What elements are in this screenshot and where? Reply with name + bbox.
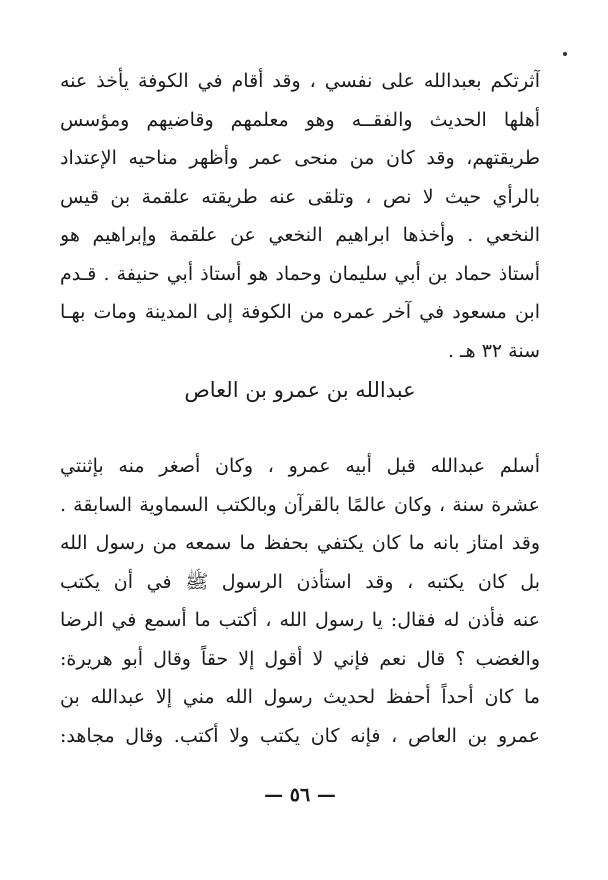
text-line: طريقتهم، وقد كان من منحى عمر وأظهر مناحيه الإعتداد [60,147,540,169]
text-line: ابن مسعود في آخر عمره من الكوفة إلى المدينة ومات بهـا [60,301,540,323]
text-line: بالرأي حيث لا نص ، وتلقى عنه طريقته علقمة بن قيس [60,185,540,208]
text-line: عشرة سنة ، وكان عالمًا بالقرآن وبالكتب السماوية السابقة . [60,493,540,516]
text-line: أهلها الحديث والفقــه وهو معلمهم وقاضيهم ومؤسس [60,108,540,131]
text-line: أستاذ حماد بن أبي سليمان وحماد هو أستاذ أبي حنيفة . قـدم [60,262,540,285]
text-line: النخعي . وأخذها ابراهيم النخعي عن علقمة وإبراهيم هو [60,224,540,246]
section-heading: عبدالله بن عمرو بن العاص [184,378,416,402]
text-line: آثرتكم بعبدالله على نفسي ، وقد أقام في الكوفة يأخذ عنه [60,70,540,92]
paragraph-abdullah-bin-amr [60,447,540,755]
text-line: سنة ٣٢ هـ . [447,339,540,362]
corner-dot [563,52,567,56]
text-line: عمرو بن العاص ، فإنه كان يكتب ولا أكتب. وقال مجاهد: [60,724,540,747]
text-line: أسلم عبدالله قبل أبيه عمرو ، وكان أصغر منه بإثنتي [60,455,540,477]
text-line: بل كان يكتبه ، وقد استأذن الرسول ﷺ في أن يكتب [60,570,540,593]
text-line: والغضب ؟ قال نعم فإني لا أقول إلا حقاً وقال أبو هريرة: [60,647,540,670]
text-line: وقد امتاز بانه ما كان يكتفي بحفظ ما سمعه من رسول الله [60,532,540,554]
page-number: — ٥٦ — [264,784,336,806]
text-line: عنه فأذن له فقال: يا رسول الله ، أكتب ما أسمع في الرضا [60,609,540,631]
text-line: ما كان أحداً أحفظ لحديث رسول الله مني إلا عبدالله بن [60,686,540,708]
paragraph-ibn-masud [60,62,540,370]
